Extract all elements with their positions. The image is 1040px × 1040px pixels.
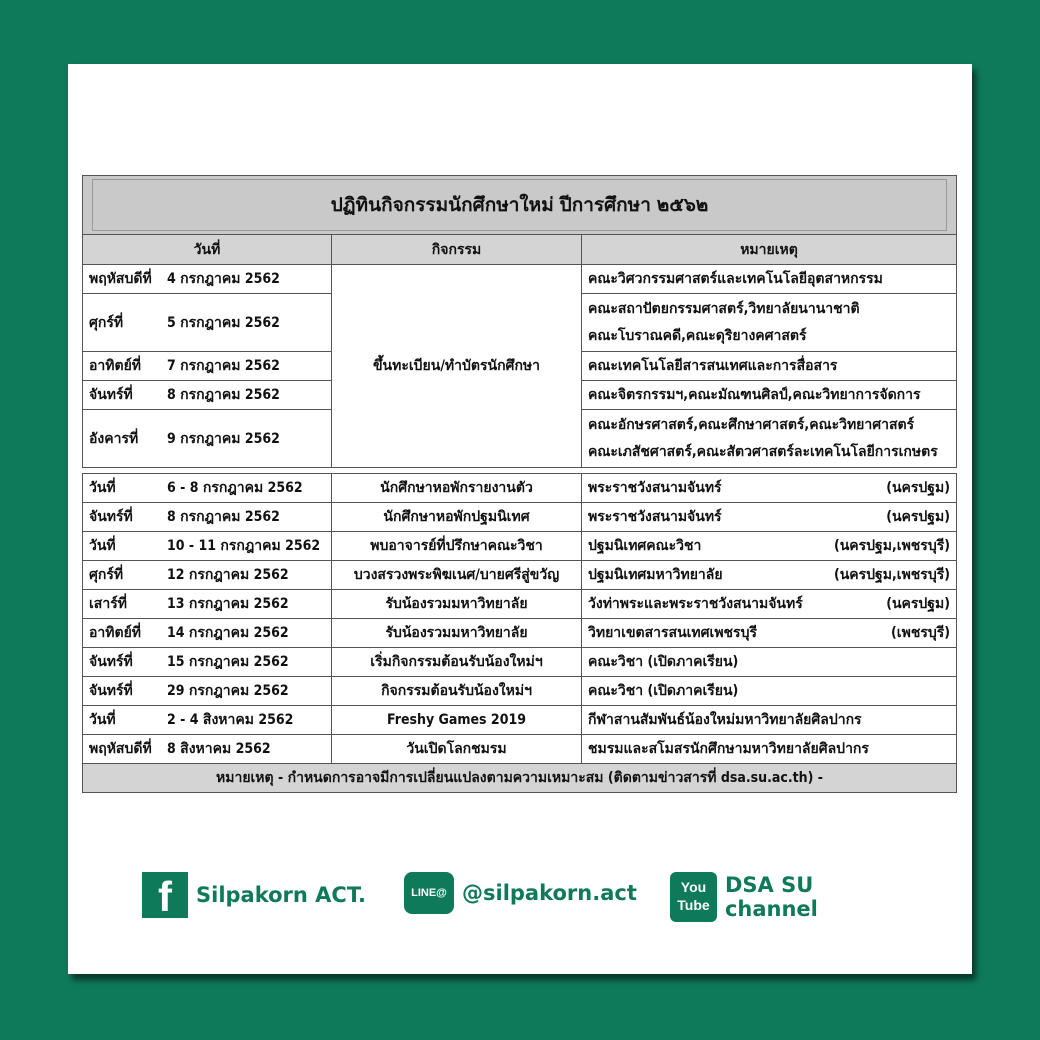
activity-cell: บวงสรวงพระพิฆเนศ/บายศรีสู่ขวัญ [332,561,582,590]
facebook-link[interactable] [142,872,366,918]
note-cell [582,410,957,468]
date-label: 8 กรกฎาคม 2562 [167,387,280,403]
header-row [83,235,957,265]
social-links [142,872,902,932]
note-text: กีฬาสานสัมพันธ์น้องใหม่มหาวิทยาลัยศิลปากร [588,712,862,728]
activity-cell: Freshy Games 2019 [332,706,582,735]
activity-cell: นักศึกษาหอพักปฐมนิเทศ [332,503,582,532]
note-cell [582,532,957,561]
activity-cell: พบอาจารย์ที่ปรึกษาคณะวิชา [332,532,582,561]
date-label: 5 กรกฎาคม 2562 [167,314,280,331]
day-label: เสาร์ที่ [89,596,127,612]
note-cell [582,474,957,503]
note-text: วิทยาเขตสารสนเทศเพชรบุรี [588,625,757,641]
note-text: พระราชวังสนามจันทร์ [588,480,722,496]
note-text: คณะโบราณคดี,คณะดุริยางคศาสตร์ [588,327,807,344]
note-text: คณะสถาปัตยกรรมศาสตร์,วิทยาลัยนานาชาติ [588,300,860,317]
date-label: 2 - 4 สิงหาคม 2562 [167,712,294,728]
line-icon: LINE@ [404,872,454,914]
table-row [83,532,957,561]
page-title: ปฏิทินกิจกรรมนักศึกษาใหม่ ปีการศึกษา ๒๕๖๒ [92,179,947,231]
note-text: คณะเทคโนโลยีสารสนเทศและการสื่อสาร [588,358,838,374]
place-text: (นครปฐม) [886,509,950,525]
day-label: ศุกร์ที่ [89,567,124,583]
registration-activity: ขึ้นทะเบียน/ทำบัตรนักศึกษา [332,265,582,468]
table-row [83,648,957,677]
date-label: 4 กรกฎาคม 2562 [167,271,280,287]
date-label: 9 กรกฎาคม 2562 [167,430,280,447]
note-cell [582,735,957,764]
day-label: พฤหัสบดีที่ [89,271,152,287]
note-cell [582,590,957,619]
schedule-table-rest [82,473,957,793]
day-label: จันทร์ที่ [89,654,133,670]
date-label: 15 กรกฎาคม 2562 [167,654,289,670]
date-label: 14 กรกฎาคม 2562 [167,625,289,641]
youtube-link[interactable] [670,872,902,922]
table-row [83,677,957,706]
day-label: อาทิตย์ที่ [89,358,142,374]
date-label: 6 - 8 กรกฎาคม 2562 [167,480,303,496]
line-label: @silpakorn.act [462,881,637,905]
footer-note: หมายเหตุ - กำหนดการอาจมีการเปลี่ยนแปลงตามความเหมาะสม (ติดตามข่าวสารที่ dsa.su.ac.th) - [83,764,957,793]
day-label: อาทิตย์ที่ [89,625,142,641]
day-label: จันทร์ที่ [89,683,133,699]
note-cell [582,503,957,532]
note-text: คณะวิชา (เปิดภาคเรียน) [588,683,739,699]
note-cell [582,265,957,294]
note-text: คณะอักษรศาสตร์,คณะศึกษาศาสตร์,คณะวิทยาศาสตร์ [588,416,915,433]
footer-row [83,764,957,793]
day-label: จันทร์ที่ [89,387,133,403]
line-link[interactable] [404,872,637,914]
note-cell [582,561,957,590]
schedule-table [82,175,957,468]
activity-cell: นักศึกษาหอพักรายงานตัว [332,474,582,503]
date-label: 10 - 11 กรกฎาคม 2562 [167,538,321,554]
date-label: 7 กรกฎาคม 2562 [167,358,280,374]
table-row [83,619,957,648]
day-label: วันที่ [89,538,116,554]
activity-cell: เริ่มกิจกรรมต้อนรับน้องใหม่ฯ [332,648,582,677]
note-cell [582,706,957,735]
day-label: จันทร์ที่ [89,509,133,525]
place-text: (นครปฐม) [886,480,950,496]
header-date: วันที่ [83,235,332,265]
table-row [83,265,957,294]
date-label: 8 สิงหาคม 2562 [167,741,271,757]
place-text: (เพชรบุรี) [891,625,950,641]
note-cell [582,677,957,706]
note-text: คณะเภสัชศาสตร์,คณะสัตวศาสตร์ละเทคโนโลยีการเกษตร [588,443,938,460]
table-row [83,735,957,764]
note-cell [582,352,957,381]
date-label: 12 กรกฎาคม 2562 [167,567,289,583]
activity-cell: วันเปิดโลกชมรม [332,735,582,764]
note-text: คณะวิชา (เปิดภาคเรียน) [588,654,739,670]
note-cell [582,648,957,677]
youtube-icon [670,872,717,922]
table-row [83,590,957,619]
day-label: วันที่ [89,480,116,496]
note-text: คณะวิศวกรรมศาสตร์และเทคโนโลยีอุตสาหกรรม [588,271,883,287]
activity-cell: กิจกรรมต้อนรับน้องใหม่ฯ [332,677,582,706]
date-label: 8 กรกฎาคม 2562 [167,509,280,525]
schedule-card [68,64,972,974]
table-row [83,561,957,590]
note-text: ชมรมและสโมสรนักศึกษามหาวิทยาลัยศิลปากร [588,741,869,757]
table-row [83,503,957,532]
header-note: หมายเหตุ [582,235,957,265]
youtube-label: DSA SU channel [724,873,818,921]
day-label: พฤหัสบดีที่ [89,741,152,757]
note-text: ปฐมนิเทศคณะวิชา [588,538,702,554]
note-text: ปฐมนิเทศมหาวิทยาลัย [588,567,723,583]
day-label: ศุกร์ที่ [89,314,124,331]
note-cell [582,294,957,352]
header-activity: กิจกรรม [332,235,582,265]
title-row [83,176,957,235]
place-text: (นครปฐม) [886,596,950,612]
note-cell [582,381,957,410]
day-label: วันที่ [89,712,116,728]
facebook-icon: f [142,872,188,918]
note-text: คณะจิตรกรรมฯ,คณะมัณฑนศิลป์,คณะวิทยาการจัดการ [588,387,921,403]
youtube-icon-bottom: Tube [677,897,710,913]
place-text: (นครปฐม,เพชรบุรี) [833,567,950,583]
table-row [83,706,957,735]
activity-cell: รับน้องรวมมหาวิทยาลัย [332,590,582,619]
date-label: 29 กรกฎาคม 2562 [167,683,289,699]
facebook-label: Silpakorn ACT. [196,883,366,907]
day-label: อังคารที่ [89,430,139,447]
place-text: (นครปฐม,เพชรบุรี) [833,538,950,554]
date-label: 13 กรกฎาคม 2562 [167,596,289,612]
note-text: พระราชวังสนามจันทร์ [588,509,722,525]
table-row [83,474,957,503]
note-cell [582,619,957,648]
activity-cell: รับน้องรวมมหาวิทยาลัย [332,619,582,648]
youtube-icon-top: You [680,879,707,895]
note-text: วังท่าพระและพระราชวังสนามจันทร์ [588,596,803,612]
